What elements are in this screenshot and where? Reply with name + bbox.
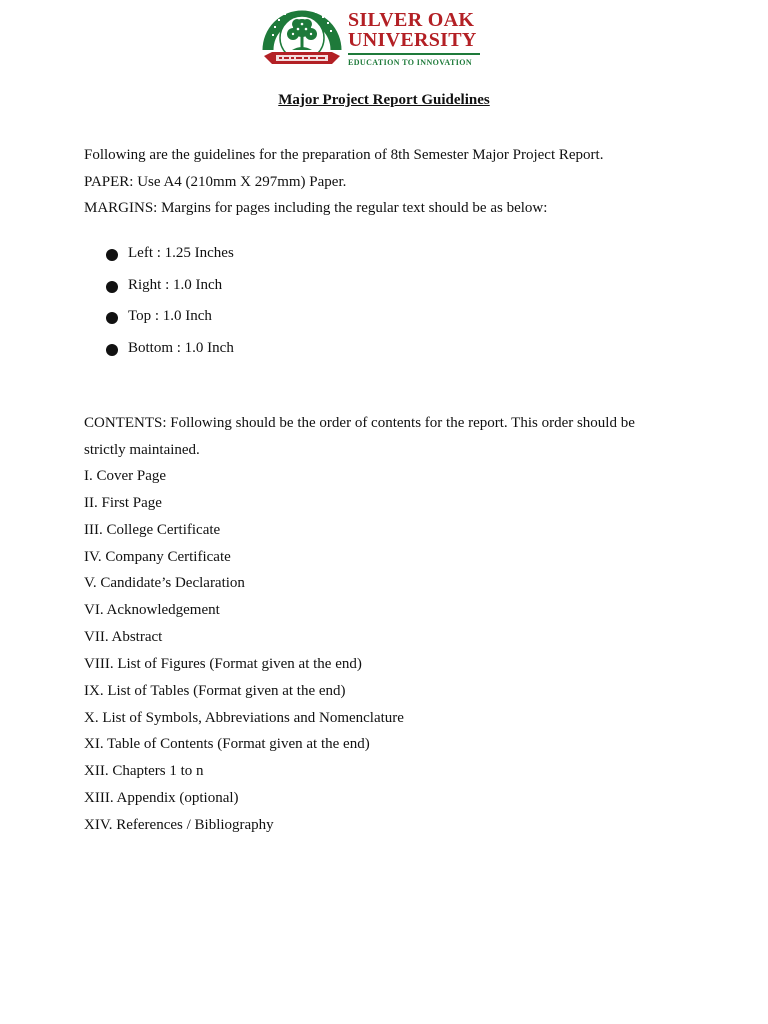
list-item: XIII. Appendix (optional): [84, 790, 239, 807]
contents-paragraph: [84, 413, 684, 467]
list-item: [106, 308, 234, 340]
list-item: [106, 245, 234, 277]
document-title: Major Project Report Guidelines: [278, 92, 490, 108]
contents-line: strictly maintained.: [84, 441, 200, 458]
margins-line: MARGINS: Margins for pages including the regular text should be as below:: [84, 200, 548, 216]
list-item: XII. Chapters 1 to n: [84, 763, 204, 780]
contents-line: CONTENTS: Following should be the order of contents for the report. This order should be: [84, 415, 635, 431]
intro-line: Following are the guidelines for the preparation of 8th Semester Major Project Report.: [84, 147, 604, 163]
university-name-line2: UNIVERSITY: [348, 29, 477, 51]
margin-right-text: Right : 1.0 Inch: [128, 276, 223, 293]
bullet-icon: [106, 312, 118, 324]
list-item: VII. Abstract: [84, 629, 163, 646]
bullet-icon: [106, 281, 118, 293]
contents-order-list: [84, 466, 404, 842]
margin-top-text: Top : 1.0 Inch: [128, 308, 212, 325]
university-wordmark: [348, 10, 480, 67]
list-item: [106, 277, 234, 309]
list-item: I. Cover Page: [84, 468, 167, 484]
list-item: VI. Acknowledgement: [84, 602, 220, 619]
wordmark-divider: [348, 53, 480, 55]
margins-list: [106, 245, 234, 371]
list-item: XIV. References / Bibliography: [84, 816, 274, 833]
list-item: IV. Company Certificate: [84, 548, 231, 565]
university-logo: [262, 4, 484, 70]
bullet-icon: [106, 249, 118, 261]
university-seal-icon: [262, 4, 342, 70]
list-item: II. First Page: [84, 494, 162, 511]
list-item: XI. Table of Contents (Format given at the end): [84, 736, 370, 753]
bullet-icon: [106, 344, 118, 356]
list-item: V. Candidate’s Declaration: [84, 575, 245, 592]
list-item: VIII. List of Figures (Format given at the end): [84, 655, 362, 672]
university-name-line1: SILVER OAK: [348, 9, 475, 31]
margin-bottom-text: Bottom : 1.0 Inch: [128, 339, 234, 356]
university-tagline: EDUCATION TO INNOVATION: [348, 58, 473, 67]
list-item: [106, 340, 234, 372]
list-item: X. List of Symbols, Abbreviations and Nomenclature: [84, 709, 404, 726]
list-item: III. College Certificate: [84, 521, 221, 538]
list-item: IX. List of Tables (Format given at the end): [84, 682, 346, 699]
paper-line: PAPER: Use A4 (210mm X 297mm) Paper.: [84, 174, 347, 190]
margin-left-text: Left : 1.25 Inches: [128, 245, 234, 261]
